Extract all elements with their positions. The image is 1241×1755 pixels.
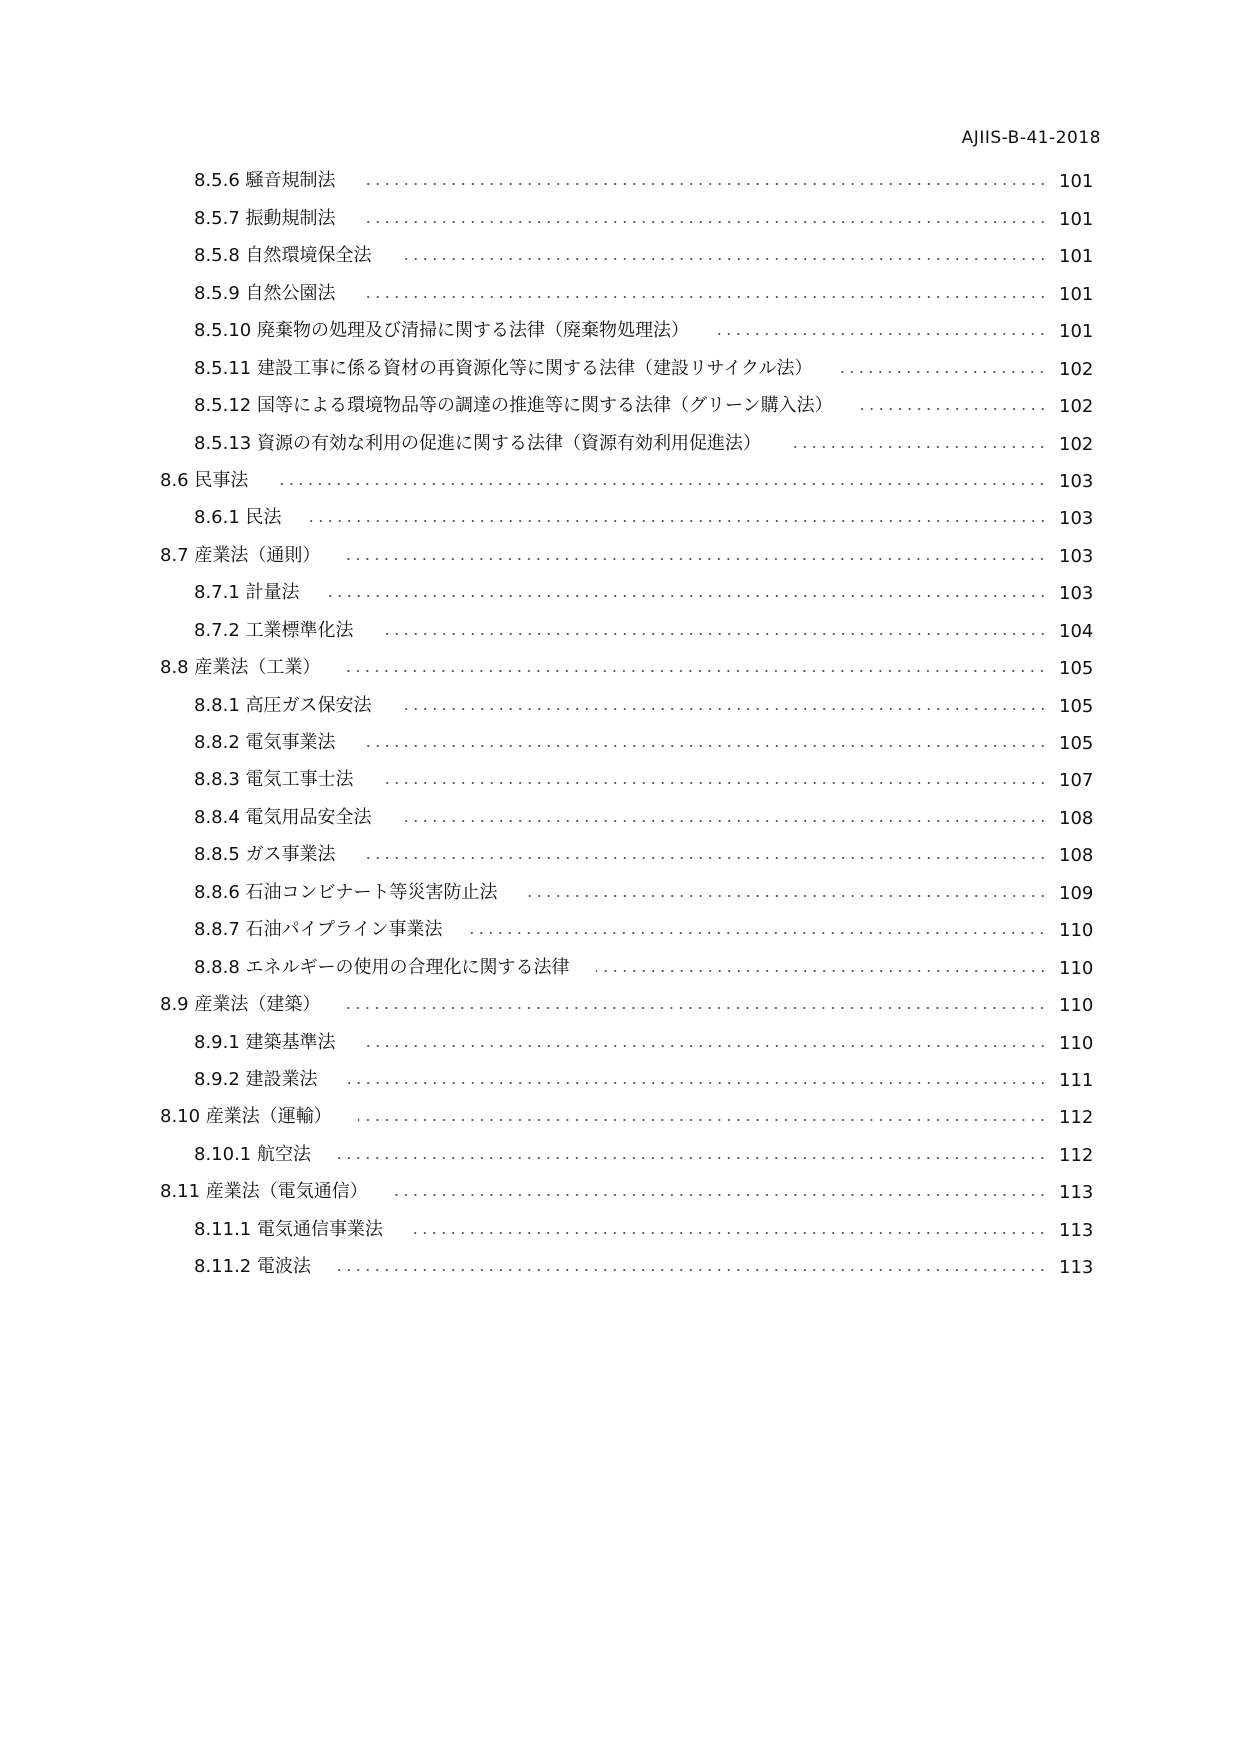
toc-entry-title: 8.8.2 電気事業法: [194, 732, 336, 753]
toc-page-number: 101: [1059, 321, 1094, 343]
toc-entry-title: 8.5.12 国等による環境物品等の調達の推進等に関する法律（グリーン購入法）: [194, 395, 833, 417]
toc-page-number: 103: [1059, 508, 1094, 530]
toc-entry-title: 8.7 産業法（通則）: [160, 544, 321, 566]
toc-entry[interactable]: [160, 987, 1093, 1024]
dot-leader: [398, 707, 1047, 711]
table-of-contents: [160, 163, 1093, 1286]
toc-entry-title: 8.8.6 石油コンビナート等災害防止法: [194, 881, 498, 903]
toc-entry-title: 8.7.2 工業標準化法: [194, 619, 354, 641]
toc-page-number: 112: [1059, 1144, 1094, 1166]
toc-entry-title: 8.8.8 エネルギーの使用の合理化に関する法律: [194, 956, 570, 978]
toc-page-number: 101: [1059, 208, 1094, 230]
toc-entry-title: 8.11 産業法（電気通信）: [160, 1181, 368, 1203]
toc-entry[interactable]: [160, 725, 1093, 762]
dot-leader: [362, 856, 1047, 860]
toc-entry-title: 8.9.1 建築基準法: [194, 1031, 336, 1053]
toc-page-number: 105: [1059, 658, 1094, 680]
dot-leader: [346, 669, 1047, 673]
toc-entry[interactable]: [160, 1062, 1093, 1099]
toc-entry-title: 8.11.2 電波法: [194, 1256, 311, 1278]
toc-entry-title: 8.5.9 自然公園法: [194, 282, 336, 304]
toc-entry[interactable]: [160, 1024, 1093, 1061]
dot-leader: [337, 1156, 1047, 1160]
toc-entry-title: 8.8.3 電気工事士法: [194, 769, 354, 791]
toc-entry-title: 8.5.10 廃棄物の処理及び清掃に関する法律（廃棄物処理法）: [194, 320, 689, 342]
toc-entry[interactable]: [160, 313, 1093, 350]
toc-entry[interactable]: [160, 1249, 1093, 1286]
dot-leader: [362, 295, 1047, 299]
toc-page-number: 103: [1059, 545, 1094, 567]
toc-entry-title: 8.5.11 建設工事に係る資材の再資源化等に関する法律（建設リサイクル法）: [194, 357, 813, 379]
dot-leader: [398, 257, 1047, 261]
toc-page-number: 113: [1059, 1219, 1094, 1241]
toc-entry-title: 8.10 産業法（運輸）: [160, 1106, 332, 1128]
toc-entry[interactable]: [160, 837, 1093, 874]
dot-leader: [337, 1268, 1047, 1272]
dot-leader: [380, 632, 1047, 636]
toc-page-number: 110: [1059, 1032, 1094, 1054]
toc-entry-title: 8.8 産業法（工業）: [160, 657, 321, 679]
dot-leader: [358, 1118, 1047, 1122]
toc-entry[interactable]: [160, 463, 1093, 500]
dot-leader: [308, 519, 1047, 523]
toc-page-number: 103: [1059, 583, 1094, 605]
dot-leader: [362, 744, 1047, 748]
dot-leader: [468, 931, 1047, 935]
toc-entry-title: 8.6.1 民法: [194, 507, 282, 529]
dot-leader: [346, 557, 1047, 561]
toc-entry-title: 8.5.13 資源の有効な利用の促進に関する法律（資源有効利用促進法）: [194, 432, 761, 454]
toc-entry[interactable]: [160, 1136, 1093, 1173]
dot-leader: [344, 1081, 1047, 1085]
toc-entry-title: 8.5.7 振動規制法: [194, 207, 336, 229]
toc-entry[interactable]: [160, 874, 1093, 911]
toc-entry[interactable]: [160, 912, 1093, 949]
toc-entry[interactable]: [160, 163, 1093, 200]
dot-leader: [409, 1231, 1047, 1235]
toc-entry[interactable]: [160, 650, 1093, 687]
toc-entry[interactable]: [160, 388, 1093, 425]
toc-entry-title: 8.10.1 航空法: [194, 1143, 311, 1165]
toc-entry[interactable]: [160, 275, 1093, 312]
toc-entry[interactable]: [160, 575, 1093, 612]
toc-page-number: 110: [1059, 920, 1094, 942]
toc-entry-title: 8.8.7 石油パイプライン事業法: [194, 919, 443, 941]
dot-leader: [346, 1006, 1047, 1010]
toc-entry-title: 8.8.1 高圧ガス保安法: [194, 694, 372, 716]
toc-entry[interactable]: [160, 762, 1093, 799]
dot-leader: [394, 1193, 1047, 1197]
toc-entry[interactable]: [160, 500, 1093, 537]
toc-page-number: 105: [1059, 733, 1094, 754]
toc-page-number: 110: [1059, 957, 1094, 979]
toc-entry[interactable]: [160, 1099, 1093, 1136]
dot-leader: [524, 894, 1047, 898]
toc-entry[interactable]: [160, 799, 1093, 836]
toc-page-number: 107: [1059, 770, 1094, 792]
toc-entry[interactable]: [160, 238, 1093, 275]
toc-page-number: 112: [1059, 1107, 1094, 1129]
toc-page-number: 105: [1059, 695, 1094, 717]
toc-page-number: 101: [1059, 171, 1094, 193]
toc-page-number: 102: [1059, 433, 1094, 455]
toc-page-number: 113: [1059, 1182, 1094, 1204]
dot-leader: [787, 445, 1047, 449]
dot-leader: [362, 1044, 1047, 1048]
toc-page-number: 103: [1059, 470, 1094, 492]
toc-page-number: 101: [1059, 283, 1094, 305]
dot-leader: [362, 182, 1047, 186]
dot-leader: [715, 332, 1047, 336]
toc-page-number: 110: [1059, 995, 1094, 1017]
toc-page-number: 108: [1059, 845, 1094, 867]
toc-entry[interactable]: [160, 687, 1093, 724]
toc-page-number: 102: [1059, 396, 1094, 418]
toc-page-number: 111: [1059, 1069, 1094, 1091]
toc-entry-title: 8.9.2 建設業法: [194, 1068, 318, 1090]
toc-entry[interactable]: [160, 537, 1093, 574]
toc-page-number: 108: [1059, 807, 1094, 829]
dot-leader: [859, 407, 1047, 411]
toc-page-number: 113: [1059, 1257, 1094, 1279]
toc-entry-title: 8.5.6 騒音規制法: [194, 170, 336, 192]
dot-leader: [326, 594, 1047, 598]
toc-entry[interactable]: [160, 612, 1093, 649]
toc-entry[interactable]: [160, 200, 1093, 237]
toc-entry[interactable]: [160, 1174, 1093, 1211]
dot-leader: [380, 781, 1047, 785]
toc-entry-title: 8.6 民事法: [160, 469, 249, 491]
toc-page-number: 101: [1059, 246, 1094, 268]
dot-leader: [398, 819, 1047, 823]
document-id: AJIIS-B-41-2018: [961, 128, 1101, 148]
toc-page-number: 102: [1059, 358, 1094, 380]
toc-entry[interactable]: [160, 949, 1093, 986]
toc-entry-title: 8.5.8 自然環境保全法: [194, 245, 372, 267]
toc-entry[interactable]: [160, 1211, 1093, 1248]
dot-leader: [838, 370, 1047, 374]
dot-leader: [362, 220, 1047, 224]
toc-entry-title: 8.9 産業法（建築）: [160, 994, 321, 1016]
dot-leader: [596, 969, 1047, 973]
toc-entry-title: 8.8.4 電気用品安全法: [194, 806, 372, 828]
toc-entry-title: 8.8.5 ガス事業法: [194, 844, 336, 866]
toc-entry-title: 8.7.1 計量法: [194, 582, 300, 604]
toc-page-number: 109: [1059, 882, 1094, 904]
toc-entry[interactable]: [160, 350, 1093, 387]
dot-leader: [274, 482, 1047, 486]
toc-entry-title: 8.11.1 電気通信事業法: [194, 1218, 383, 1240]
toc-page-number: 104: [1059, 620, 1094, 642]
toc-entry[interactable]: [160, 425, 1093, 462]
